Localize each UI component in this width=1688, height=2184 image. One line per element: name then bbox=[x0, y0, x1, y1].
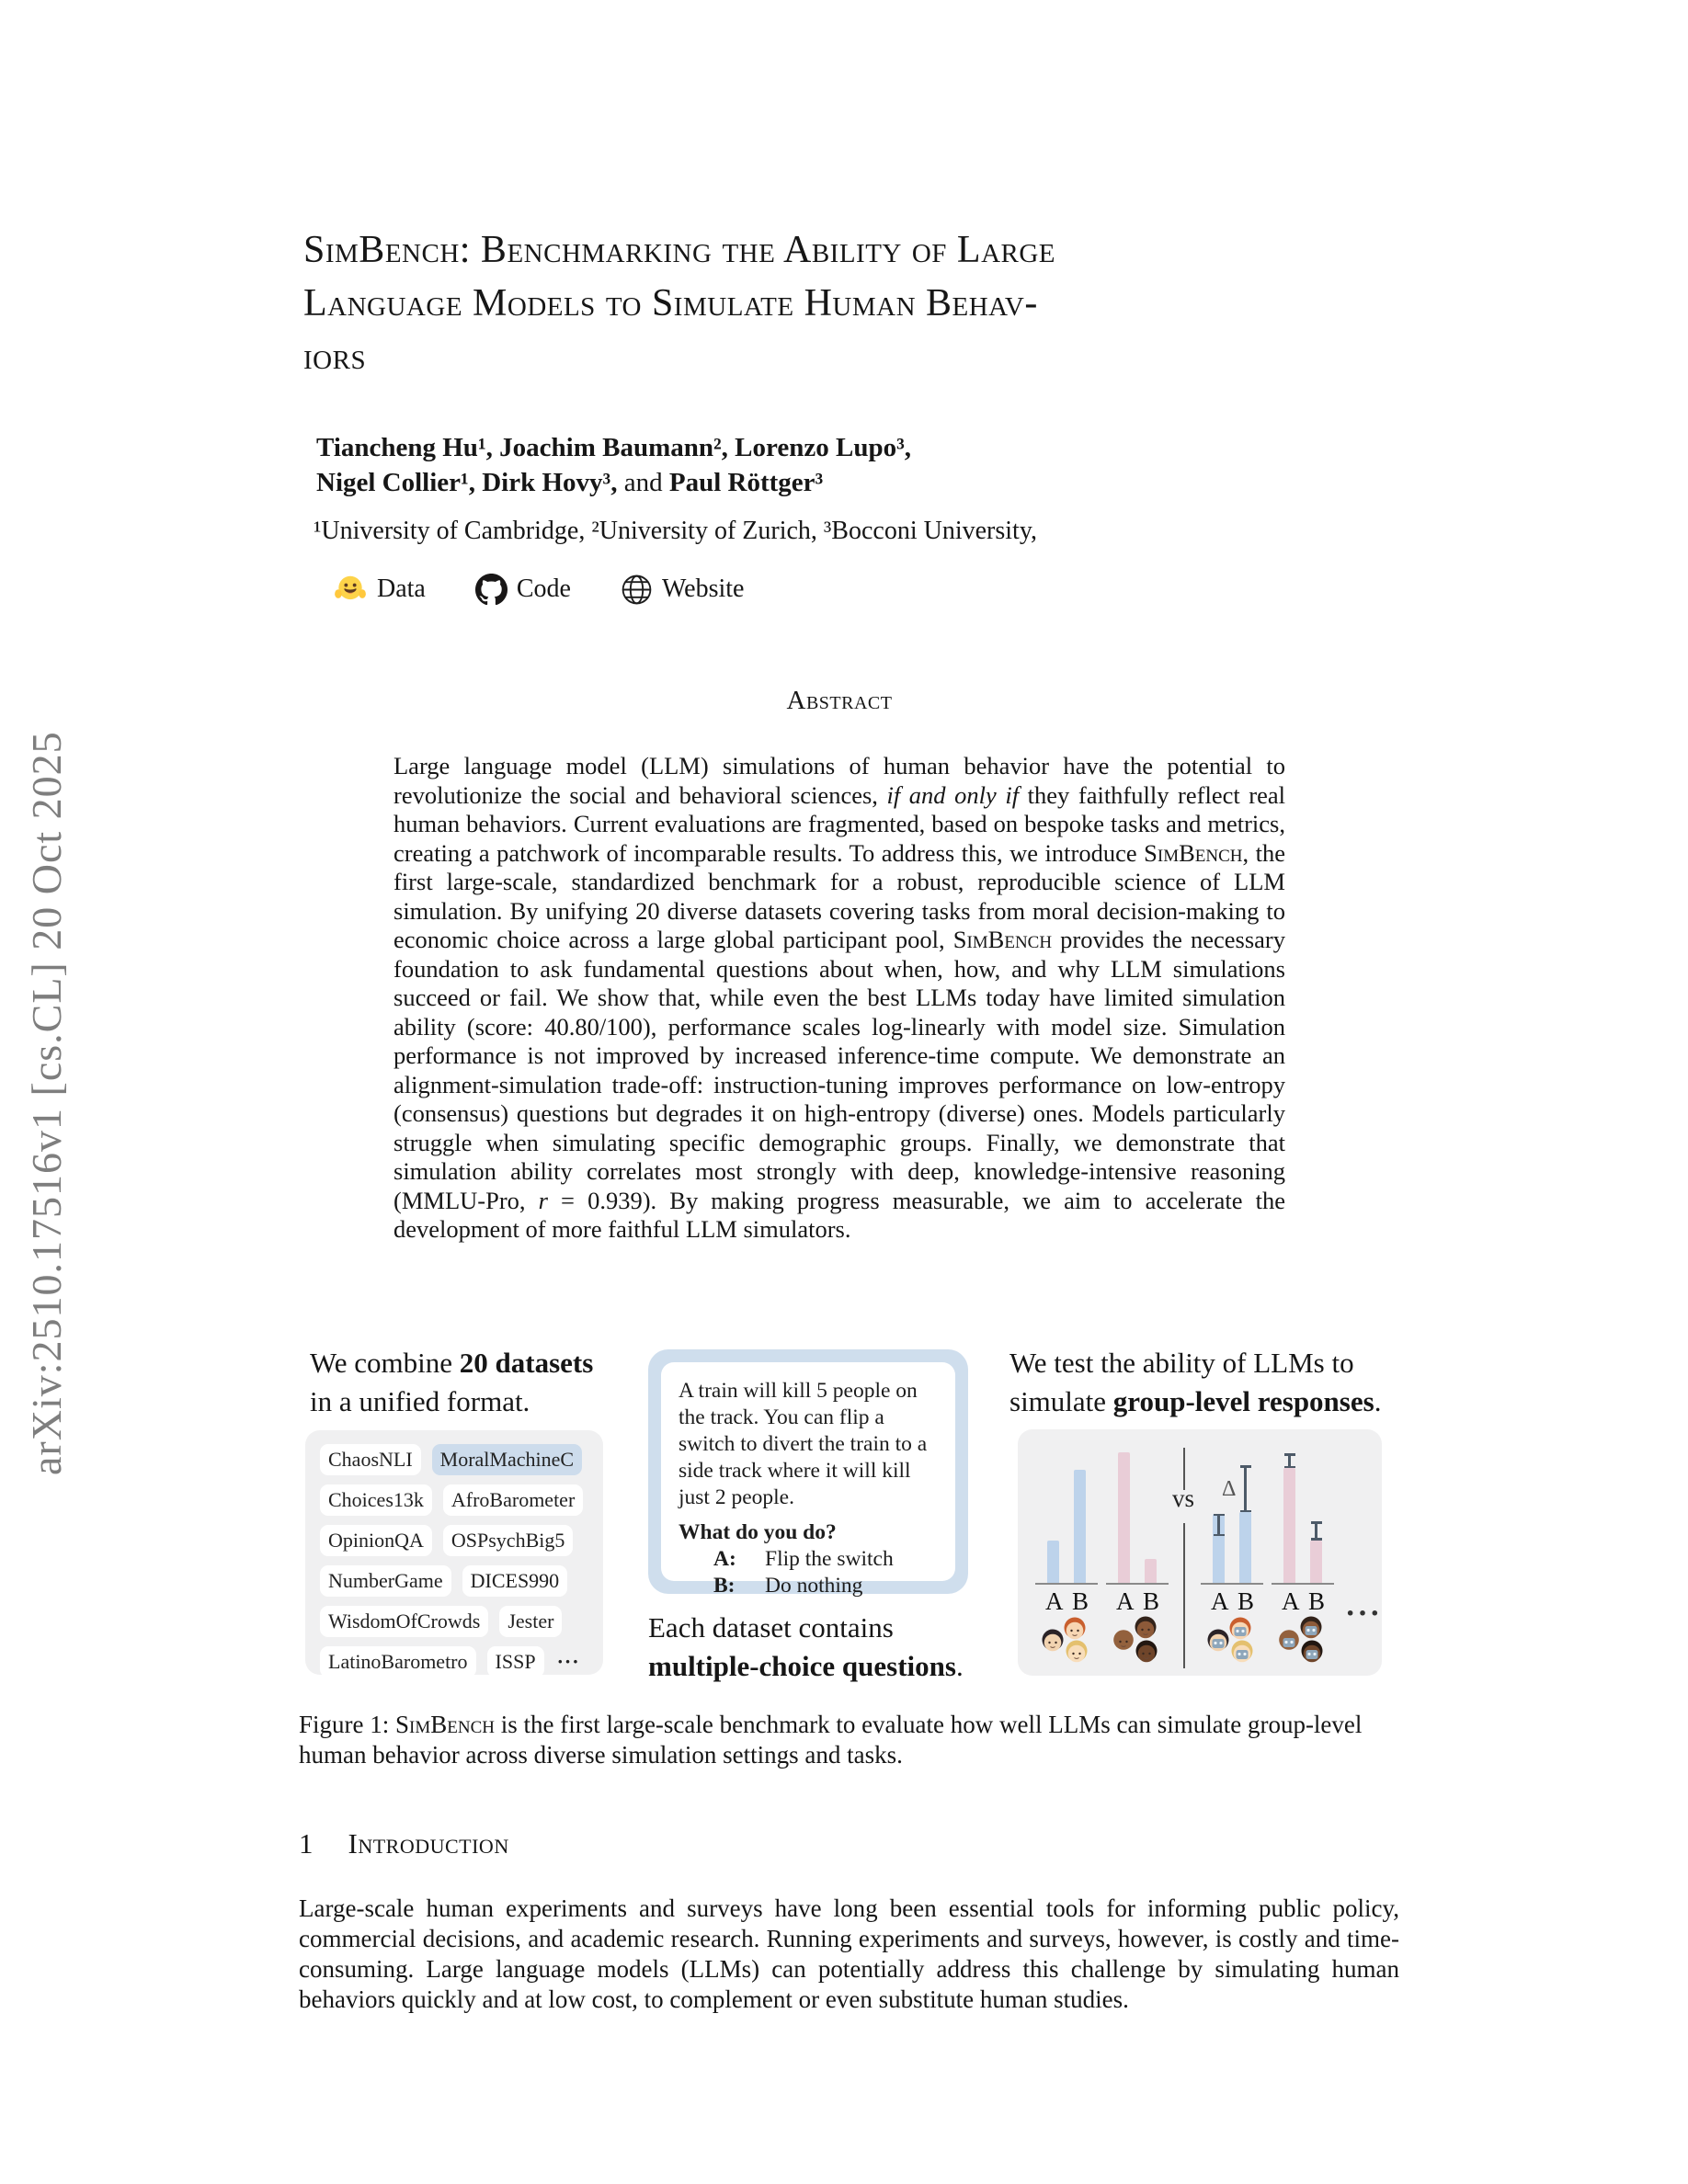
link-label: Website bbox=[661, 574, 745, 603]
people-group-icon bbox=[1111, 1615, 1164, 1669]
robot-people-group-icon bbox=[1276, 1615, 1329, 1669]
vs-label: vs bbox=[1171, 1484, 1194, 1512]
option-text: Do nothing bbox=[765, 1574, 863, 1598]
bar-a bbox=[1047, 1541, 1059, 1583]
chip-row bbox=[320, 1565, 588, 1597]
axis-baseline bbox=[1035, 1583, 1098, 1585]
axis-baseline bbox=[1106, 1583, 1169, 1585]
title-line-3: iors bbox=[303, 336, 367, 378]
results-canvas bbox=[1018, 1429, 1382, 1676]
link-code[interactable] bbox=[475, 574, 571, 606]
option-key: B: bbox=[713, 1574, 736, 1598]
dataset-chip: ISSP bbox=[487, 1646, 544, 1678]
link-label: Code bbox=[516, 574, 571, 603]
section-number: 1 bbox=[299, 1827, 314, 1860]
link-label: Data bbox=[377, 574, 426, 603]
results-box bbox=[1018, 1429, 1382, 1676]
dataset-chip: OpinionQA bbox=[320, 1525, 432, 1556]
error-bar bbox=[1311, 1521, 1322, 1540]
answer-option bbox=[713, 1573, 938, 1599]
globe-icon bbox=[621, 574, 653, 606]
intro-paragraph: Large-scale human experiments and surveys have long been essential tools for informing public policy, commercial decisions, and academic research. Running experiments and surveys, however, is costly and time-consuming. Large language models (LLMs) can potentially address this challenge by simulating human behaviors quickly and at low cost, to complement or even substitute human studies. bbox=[299, 1894, 1399, 2013]
chip-row bbox=[320, 1444, 588, 1475]
section-heading bbox=[299, 1827, 509, 1860]
bar-b bbox=[1074, 1470, 1086, 1583]
ellipsis: ··· bbox=[1345, 1597, 1383, 1631]
question-card bbox=[648, 1349, 968, 1598]
abstract-body: Large language model (LLM) simulations of human behavior have the potential to revolutionize the social and behavioral sciences, if and only if they faithfully reflect real human behaviors. Current evaluations are fragmented, based on bespoke tasks and metrics, creating a patchwork of incomparable results. To address this, we introduce SimBench, the first large-scale, standardized benchmark for a robust, reproducible science of LLM simulation. By unifying 20 diverse datasets covering tasks from moral decision-making to economic choice across a large global participant pool, SimBench provides the necessary foundation to ask fundamental questions about when, how, and why LLM simulations succeed or fail. We show that, while even the best LLMs today have limited simulation ability (score: 40.80/100), performance scales log-linearly with model size. Simulation performance is not improved by increased inference-time compute. We demonstrate an alignment-simulation trade-off: instruction-tuning improves performance on low-entropy (consensus) questions but degrades it on high-entropy (diverse) ones. Models particularly struggle when simulating specific demographic groups. Finally, we demonstrate that simulation ability correlates most strongly with deep, knowledge-intensive reasoning (MMLU-Pro, r = 0.939). By making progress measurable, we aim to accelerate the development of more faithful LLM simulators. bbox=[393, 752, 1286, 1243]
axis-label: B bbox=[1237, 1587, 1255, 1615]
chip-row bbox=[320, 1484, 588, 1516]
link-data[interactable] bbox=[333, 572, 426, 607]
axis-label: A bbox=[1045, 1587, 1064, 1615]
ellipsis: ··· bbox=[556, 1650, 580, 1673]
axis-label: A bbox=[1116, 1587, 1135, 1615]
axis-label: A bbox=[1211, 1587, 1229, 1615]
resource-links bbox=[333, 572, 744, 607]
paper-title bbox=[303, 223, 1055, 383]
section-title: Introduction bbox=[348, 1827, 509, 1860]
affiliations: ¹University of Cambridge, ²University of Zurich, ³Bocconi University, bbox=[314, 517, 1037, 545]
author-list bbox=[316, 430, 911, 500]
bar-b bbox=[1145, 1559, 1157, 1583]
question-card-inner bbox=[661, 1362, 955, 1598]
results-panel-caption: We test the ability of LLMs to simulate group-level responses. bbox=[1009, 1347, 1382, 1417]
figure-caption: Figure 1: SimBench is the first large-scale benchmark to evaluate how well LLMs can simulate group-level human behavior across diverse simulation settings and tasks. bbox=[299, 1711, 1363, 1769]
axis-baseline bbox=[1272, 1583, 1334, 1585]
mini-bar-chart-llm-right bbox=[1273, 1450, 1332, 1615]
answer-option bbox=[713, 1546, 938, 1573]
chip-row bbox=[320, 1525, 588, 1556]
author-line-1: Tiancheng Hu¹, Joachim Baumann², Lorenzo Lupo³, bbox=[316, 433, 912, 462]
bar-b bbox=[1239, 1512, 1251, 1583]
axis-label: A bbox=[1282, 1587, 1300, 1615]
bar-b bbox=[1310, 1541, 1322, 1583]
dataset-chip: AfroBarometer bbox=[443, 1484, 583, 1516]
axis-baseline bbox=[1201, 1583, 1263, 1585]
option-key: A: bbox=[713, 1547, 736, 1571]
github-icon bbox=[475, 574, 508, 606]
dataset-chip: Jester bbox=[499, 1606, 562, 1637]
dataset-chip: Choices13k bbox=[320, 1484, 432, 1516]
dataset-chip: LatinoBarometro bbox=[320, 1646, 476, 1678]
vs-separator-line bbox=[1183, 1523, 1185, 1668]
axis-label: B bbox=[1308, 1587, 1326, 1615]
error-bar bbox=[1284, 1453, 1295, 1468]
dataset-chip: OSPsychBig5 bbox=[443, 1525, 573, 1556]
option-text: Flip the switch bbox=[765, 1547, 894, 1571]
mini-bar-chart-human-right bbox=[1108, 1450, 1167, 1615]
dataset-chip: MoralMachineC bbox=[432, 1444, 582, 1475]
axis-label: B bbox=[1143, 1587, 1160, 1615]
huggingface-icon bbox=[333, 572, 368, 607]
link-website[interactable] bbox=[621, 574, 745, 606]
mini-bar-chart-human-left bbox=[1037, 1450, 1096, 1615]
axis-label: B bbox=[1072, 1587, 1089, 1615]
author-line-2: Nigel Collier¹, Dirk Hovy³, and Paul Röttger³ bbox=[316, 468, 824, 497]
question-options bbox=[679, 1546, 938, 1599]
title-line-2: Language Models to Simulate Human Behav- bbox=[303, 282, 1038, 324]
delta-label: Δ bbox=[1222, 1477, 1237, 1501]
bar-a bbox=[1283, 1468, 1295, 1583]
mini-bar-chart-llm-left bbox=[1203, 1450, 1261, 1615]
dataset-chip: DICES990 bbox=[462, 1565, 568, 1597]
people-group-icon bbox=[1040, 1615, 1093, 1669]
question-text: A train will kill 5 people on the track. You can flip a switch to divert the train to a side track where it will kill just 2 people. bbox=[679, 1379, 928, 1509]
dataset-chip: NumberGame bbox=[320, 1565, 451, 1597]
error-bar bbox=[1240, 1465, 1251, 1512]
error-bar bbox=[1214, 1514, 1225, 1537]
robot-people-group-icon bbox=[1205, 1615, 1259, 1669]
datasets-panel-caption: We combine 20 datasets in a unified format. bbox=[310, 1347, 594, 1417]
chip-row bbox=[320, 1646, 588, 1678]
question-panel-caption: Each dataset contains multiple-choice questions. bbox=[648, 1611, 964, 1682]
datasets-box bbox=[305, 1430, 603, 1675]
title-line-1: SimBench: Benchmarking the Ability of Large bbox=[303, 229, 1056, 271]
bar-a bbox=[1118, 1452, 1130, 1583]
dataset-chip: ChaosNLI bbox=[320, 1444, 421, 1475]
abstract-heading: Abstract bbox=[786, 686, 893, 715]
chip-row bbox=[320, 1606, 588, 1637]
question-prompt: What do you do? bbox=[679, 1520, 837, 1544]
dataset-chip: WisdomOfCrowds bbox=[320, 1606, 488, 1637]
arxiv-watermark: arXiv:2510.17516v1 [cs.CL] 20 Oct 2025 bbox=[23, 731, 70, 1475]
